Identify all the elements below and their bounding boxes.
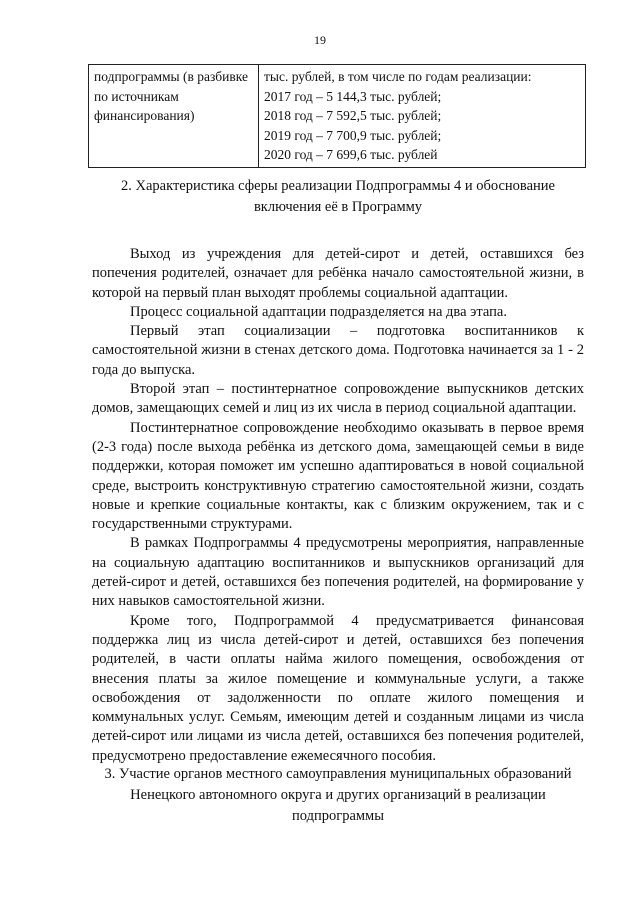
paragraph: Выход из учреждения для детей-сирот и детей, оставшихся без попечения родителей, означает для ребёнка начало самостоятельной жизни, в которой на первый план выходят проблемы социальной адаптации. — [92, 246, 584, 301]
table-line: 2019 год – 7 700,9 тыс. рублей; — [264, 127, 442, 143]
page-number: 19 — [314, 33, 326, 47]
table-line: 2018 год – 7 592,5 тыс. рублей; — [264, 108, 442, 123]
body-text — [92, 245, 584, 766]
table-line: 2017 год – 5 144,3 тыс. рублей; — [264, 88, 442, 104]
paragraph: Первый этап социализации – подготовка воспитанников к самостоятельной жизни в стенах детского дома. Подготовка начинается за 1 - 2 года до выпуска. — [92, 323, 584, 378]
table-line: 2020 год – 7 699,6 тыс. рублей — [264, 147, 438, 162]
financing-table — [88, 64, 586, 168]
paragraph: Постинтернатное сопровождение необходимо оказывать в первое время (2-3 года) после выхода ребёнка из детского дома, замещающей семьи в виде поддержки, которая поможет им успешно адаптироваться в новой социальной среде, выстроить конструктивную стратегию самостоятельной жизни, создать новые и крепкие социальные контакты, как с близким окружением, так и с государственными структурами. — [92, 419, 584, 533]
paragraph: В рамках Подпрограммы 4 предусмотрены мероприятия, направленные на социальную адаптацию воспитанников и выпускников организаций для детей-сирот и детей, оставшихся без попечения родителей, на формирование у них навыков самостоятельной жизни. — [92, 535, 584, 610]
table-line: тыс. рублей, в том числе по годам реализации: — [264, 69, 532, 84]
table-value-cell — [259, 65, 586, 168]
table-label-cell: подпрограммы (в разбивке по источникам финансирования) — [89, 65, 259, 168]
section-3-heading: 3. Участие органов местного самоуправления муниципальных образований Ненецкого автономного округа и других организаций в реализации подпрограммы — [104, 766, 572, 824]
paragraph: Кроме того, Подпрограммой 4 предусматривается финансовая поддержка лиц из числа детей-сирот и детей, оставшихся без попечения родителей, в части оплаты найма жилого помещения, освобождения от внесения платы за жилое помещение и коммунальные услуги, а также освобождения от задолженности по оплате жилого помещения и коммунальных услуг. Семьям, имеющим детей и созданным лицами из числа детей-сирот или лицами из числа детей, оставшихся без попечения родителей, предусмотрено предоставление ежемесячного пособия. — [92, 612, 584, 764]
paragraph: Второй этап – постинтернатное сопровождение выпускников детских домов, замещающих семей и лиц из их числа в период социальной адаптации. — [92, 381, 584, 417]
table-row — [89, 65, 586, 168]
paragraph: Процесс социальной адаптации подразделяется на два этапа. — [130, 303, 507, 320]
section-2-heading: 2. Характеристика сферы реализации Подпрограммы 4 и обоснование включения её в Программу — [121, 178, 555, 215]
